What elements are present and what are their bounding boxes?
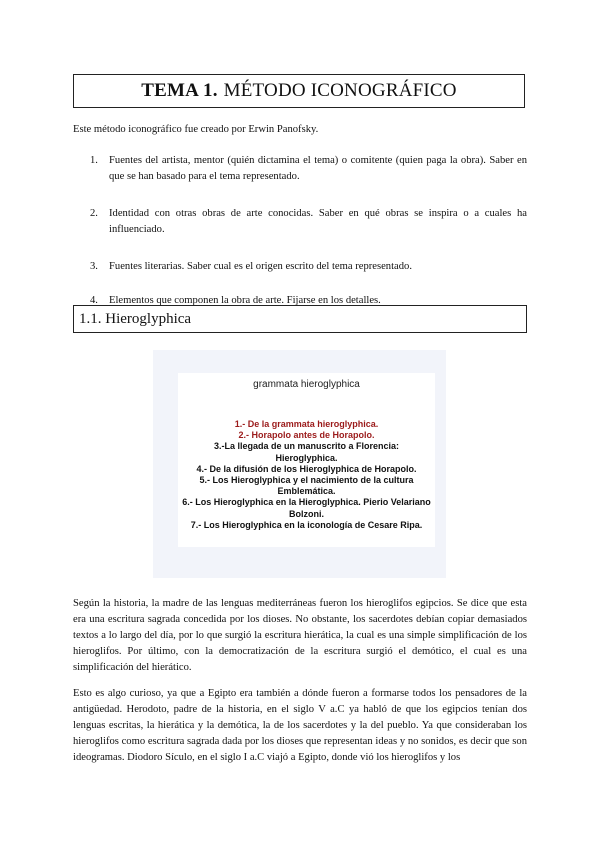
- list-item-number: 4.: [90, 295, 98, 306]
- list-item: [73, 206, 527, 238]
- list-item-number: 2.: [90, 208, 98, 219]
- list-item-text: Elementos que componen la obra de arte. Fijarse en los detalles.: [109, 295, 381, 306]
- slide-item: 3.-La llegada de un manuscrito a Florencia: Hieroglyphica.: [213, 441, 400, 463]
- intro-text: Este método iconográfico fue creado por Erwin Panofsky.: [73, 124, 319, 135]
- body-paragraph: Según la historia, la madre de las lenguas mediterráneas fueron los hieroglifos egipcios. Se dice que esta era una escritura sagrada concedida por los dioses. No obstante, los sacerdotes debían copiar demasiados textos a lo largo del día, por lo que surgió la escritura hierática, la cual es una simple simplificación de los hieroglifos. Por último, con la democratización de la escritura surgió el demótico, el cual es una simplificación del hierático.: [73, 598, 527, 673]
- section-heading: 1.1. Hieroglyphica: [73, 305, 527, 333]
- page-title: [73, 74, 525, 108]
- slide-list: [178, 419, 435, 531]
- list-item: [73, 259, 527, 275]
- list-item-number: 1.: [90, 155, 98, 166]
- title-prefix: TEMA 1.: [141, 80, 218, 101]
- slide-title: grammata hieroglyphica: [253, 379, 360, 390]
- body-paragraph: Esto es algo curioso, ya que a Egipto era también a dónde fueron a formarse todos los pensadores de la antigüedad. Herodoto, padre de la historia, en el siglo V a.C ya habló de que los egipcios tenían dos lenguas escritas, la hierática y la demótica, la de los sacerdotes y la del pueblo. Ya que consideraban los hieroglifos como escritura sagrada dada por los dioses que representan ideas y no sonidos, es decir que son ideogramas. Diodoro Sículo, en el siglo I a.C viajó a Egipto, donde vió los hieroglifos y los: [73, 688, 527, 763]
- title-text: MÉTODO ICONOGRÁFICO: [223, 80, 457, 101]
- list-item-text: Fuentes del artista, mentor (quién dictamina el tema) o comitente (quien paga la obra). Saber en que se han basado para el tema representado.: [109, 155, 527, 182]
- slide-item: 7.- Los Hieroglyphica en la iconología de Cesare Ripa.: [190, 519, 423, 530]
- list-item: [73, 153, 527, 185]
- slide-item: 6.- Los Hieroglyphica en la Hieroglyphica. Pierio Velariano Bolzoni.: [182, 497, 431, 519]
- list-item-text: Fuentes literarias. Saber cual es el origen escrito del tema representado.: [109, 261, 412, 272]
- list-item-number: 3.: [90, 261, 98, 272]
- slide-item: 1.- De la grammata hieroglyphica.: [234, 419, 379, 429]
- slide-item: 4.- De la difusión de los Hieroglyphica de Horapolo.: [196, 463, 417, 474]
- methods-list: [73, 153, 527, 309]
- slide-item: 2.- Horapolo antes de Horapolo.: [238, 430, 375, 441]
- slide-image: [153, 350, 446, 578]
- slide-content: [178, 373, 435, 547]
- slide-item: 5.- Los Hieroglyphica y el nacimiento de la cultura Emblemática.: [199, 475, 414, 497]
- list-item-text: Identidad con otras obras de arte conocidas. Saber en qué obras se inspira o a cuales ha influenciado.: [109, 208, 527, 235]
